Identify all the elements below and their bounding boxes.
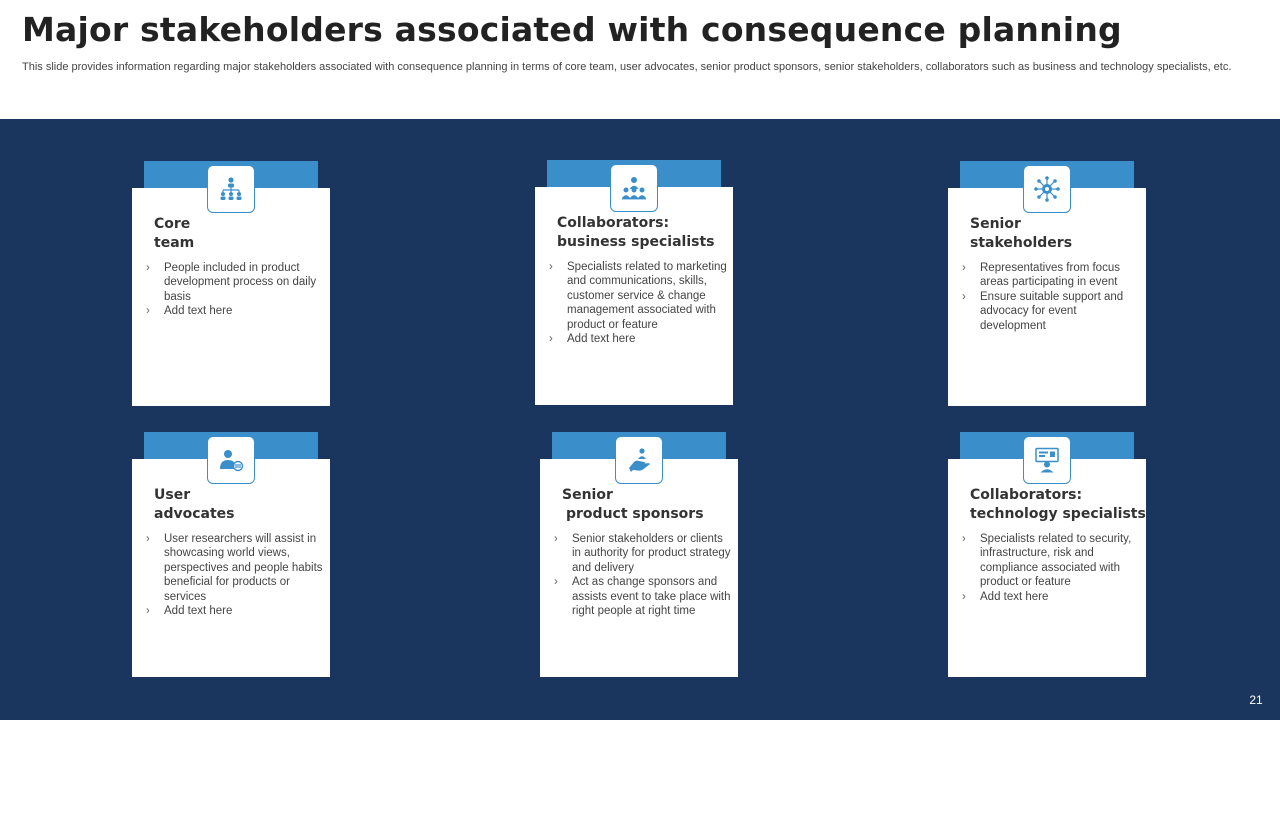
stakeholder-card-technology-specialists [948,432,1146,678]
card-body [948,459,1146,677]
stakeholder-card-business-specialists [535,160,733,406]
org-chart-icon [207,165,255,213]
card-title [557,214,729,252]
user-advocate-icon [207,436,255,484]
bullet-item: › Specialists related to security, infrastructure, risk and compliance associated with product or feature [962,532,1142,590]
bullet-item: › Specialists related to marketing and communications, skills, customer service & change management associated with product or feature [549,260,729,332]
network-hub-icon [1023,165,1071,213]
card-title [970,486,1146,524]
bullet-item: › Act as change sponsors and assists event to take place with right people at right time [554,575,734,618]
card-body [540,459,738,677]
card-title-line: advocates [154,506,235,522]
card-title-line: product sponsors [566,506,704,522]
stakeholder-card-product-sponsors [540,432,738,678]
card-body [948,188,1146,406]
card-title-line: User [154,487,191,503]
bullet-list [962,261,1142,333]
card-body [535,187,733,405]
card-title [562,486,734,524]
card-title-line: stakeholders [970,235,1073,251]
card-title [154,486,326,524]
stakeholder-card-core-team [132,161,330,407]
bullet-list [146,261,326,319]
slide-header [0,0,1280,119]
content-area [0,119,1280,832]
tech-presentation-icon [1023,436,1071,484]
card-title [154,215,326,253]
card-title-line: business specialists [557,234,715,250]
stakeholder-card-user-advocates [132,432,330,678]
card-title-line: Core [154,216,191,232]
card-title-line: Collaborators: [970,487,1083,503]
bullet-item: › Ensure suitable support and advocacy for event development [962,290,1142,333]
bullet-item: › Add text here [146,304,326,318]
card-title-line: technology specialists [970,506,1146,522]
hand-sponsor-icon [615,436,663,484]
card-title-line: Senior [562,487,613,503]
card-title-line: team [154,235,195,251]
footer-note: This slide is 100% editable. Adapt it to your needs and capture your audience's attention. [414,820,866,832]
bullet-item: › Add text here [146,604,326,618]
card-title-line: Collaborators: [557,215,670,231]
bullet-item: › Senior stakeholders or clients in authority for product strategy and delivery [554,532,734,575]
bullet-item: › Add text here [549,332,729,346]
card-title [970,215,1142,253]
bullet-list [146,532,326,618]
bullet-item: › Representatives from focus areas participating in event [962,261,1142,290]
slide-subtitle: This slide provides information regarding major stakeholders associated with consequence planning in terms of core team, user advocates, senior product sponsors, senior stakeholders, collaborators such as business and technology specialists, etc. [22,61,1232,73]
card-body [132,188,330,406]
group-meeting-icon [610,164,658,212]
page-number: 21 [1249,693,1263,707]
stakeholder-card-senior-stakeholders [948,161,1146,407]
card-body [132,459,330,677]
bullet-item: › People included in product development process on daily basis [146,261,326,304]
bullet-list [549,260,729,346]
bullet-list [554,532,734,618]
page-title: Major stakeholders associated with consequence planning [22,10,1122,49]
bullet-item: › Add text here [962,590,1142,604]
card-title-line: Senior [970,216,1021,232]
bullet-item: › User researchers will assist in showcasing world views, perspectives and people habits beneficial for products or services [146,532,326,604]
bullet-list [962,532,1142,604]
